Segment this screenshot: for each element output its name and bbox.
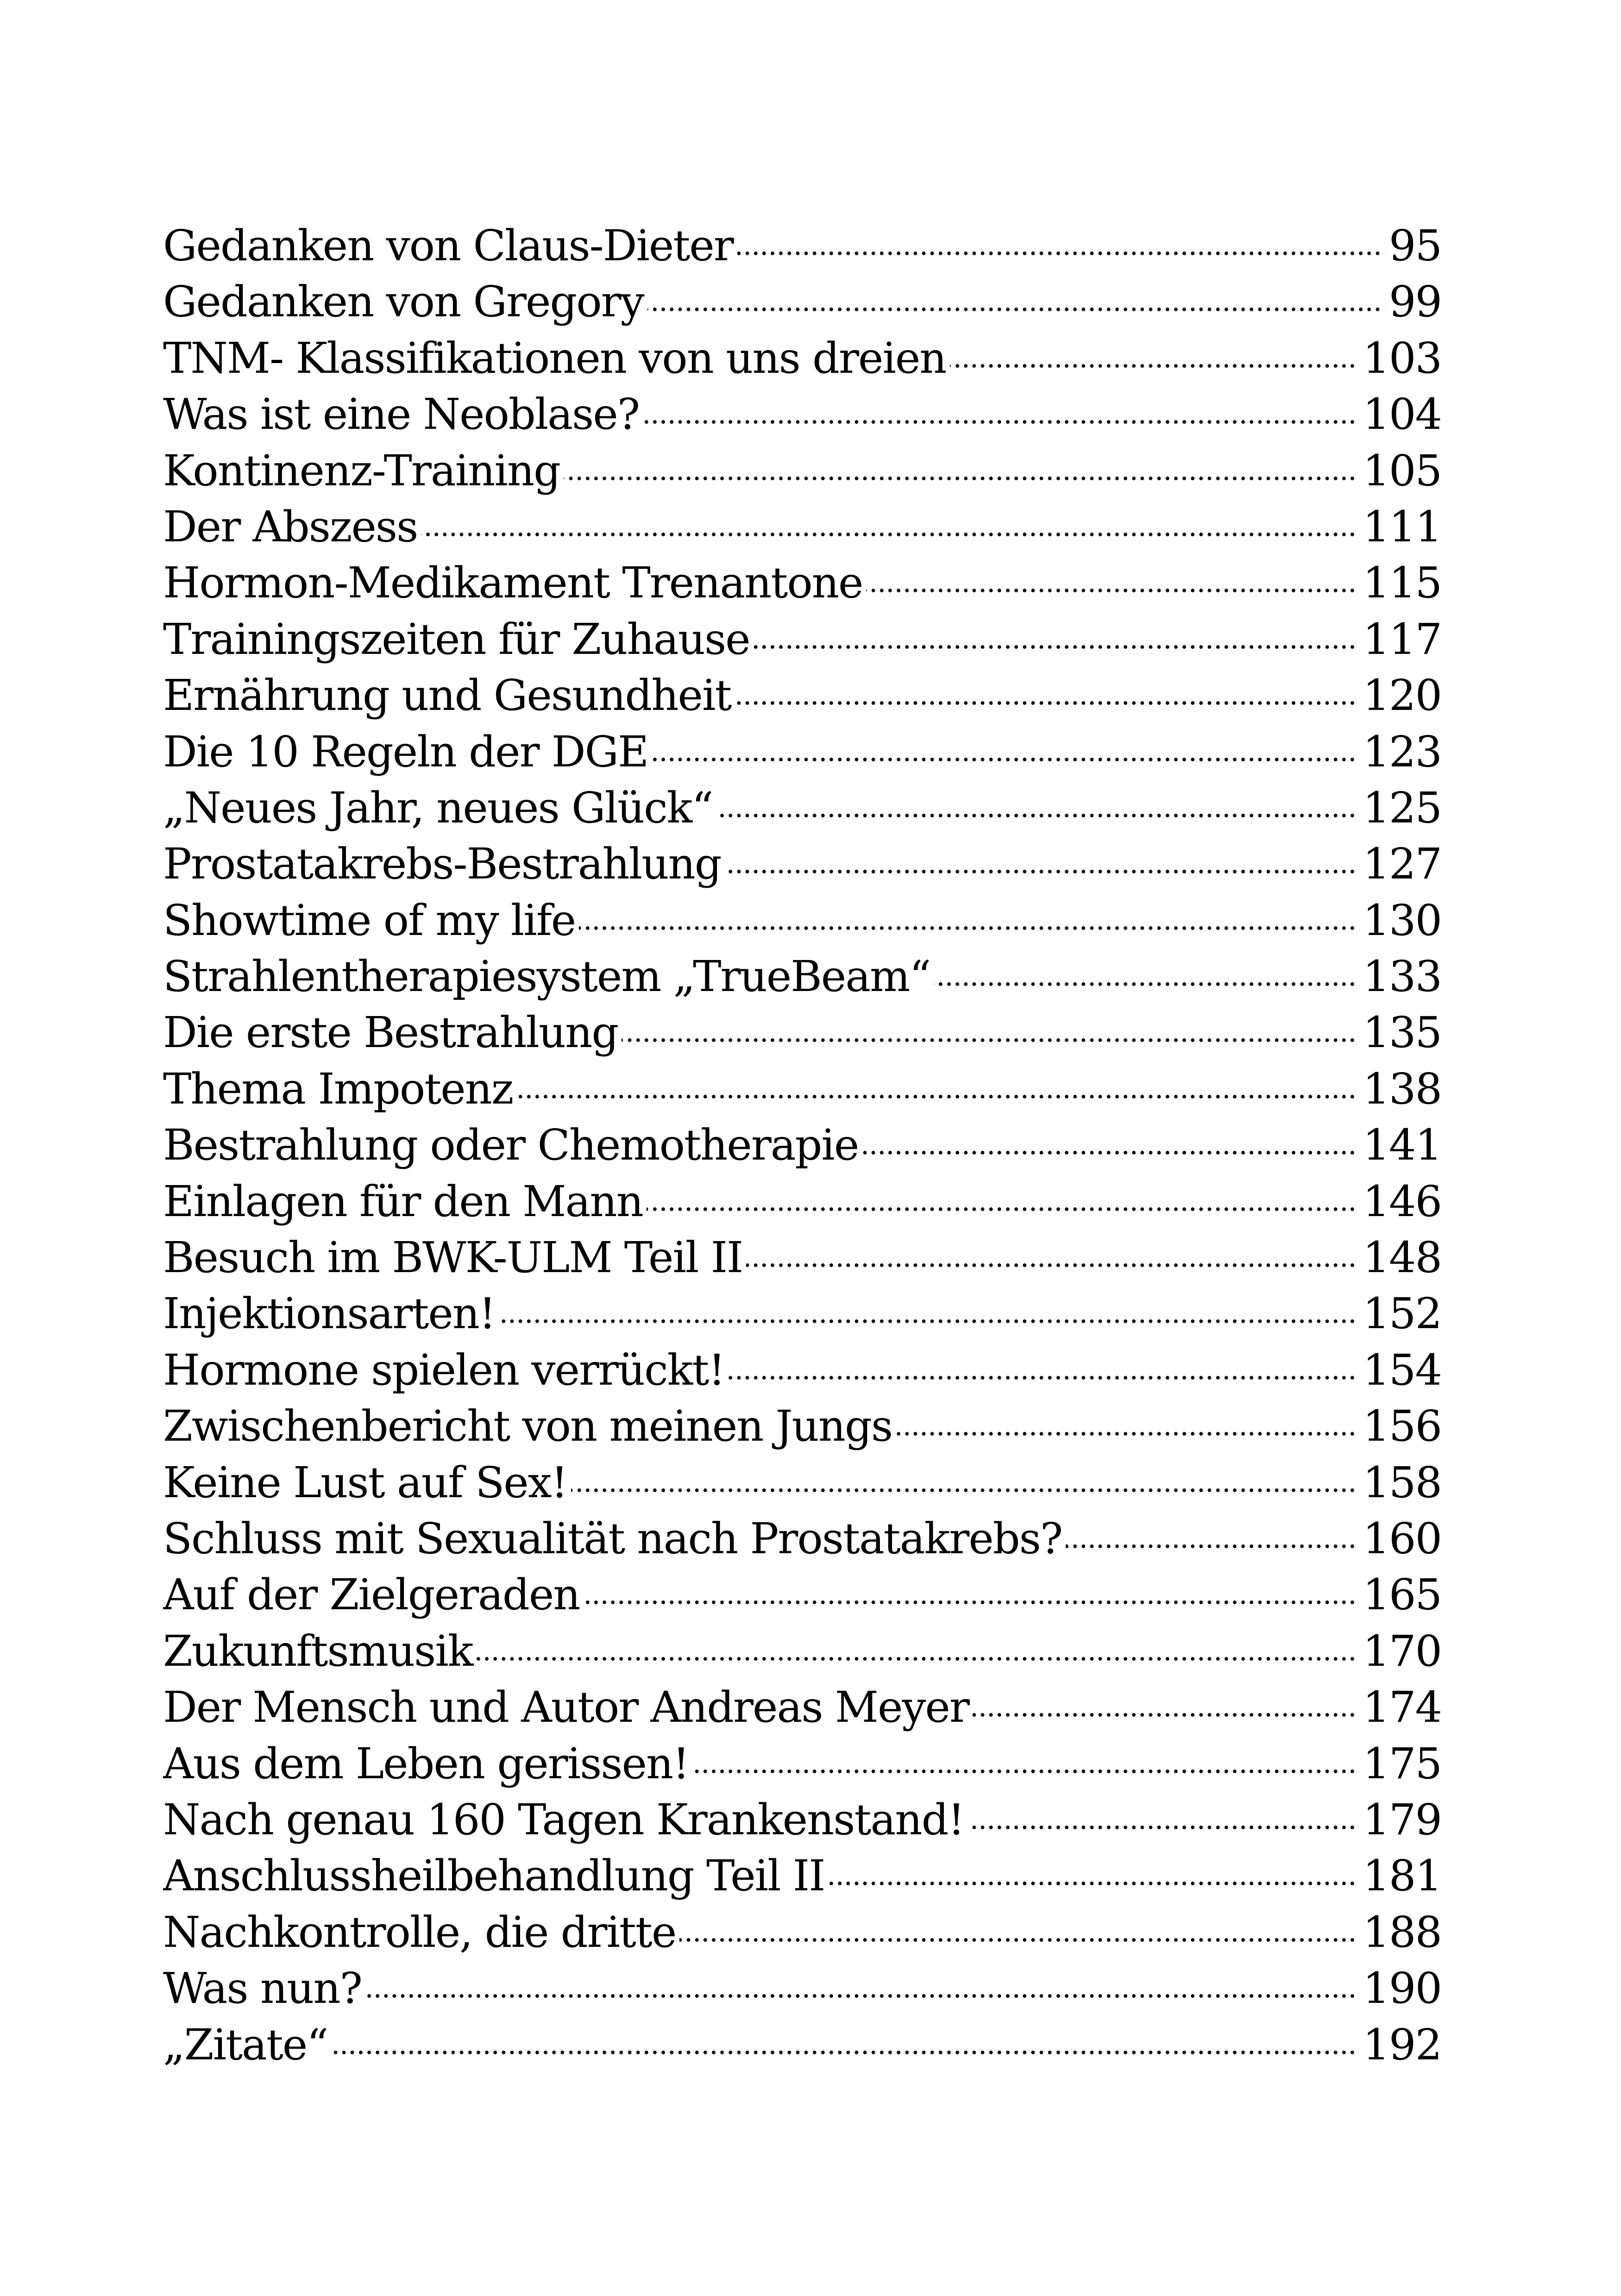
toc-entry-page: 135 bbox=[1358, 1004, 1441, 1060]
toc-entry-page: 152 bbox=[1358, 1286, 1441, 1342]
toc-entry-title: Aus dem Leben gerissen! bbox=[163, 1739, 692, 1788]
toc-entry-title: Prostatakrebs-Bestrahlung bbox=[163, 839, 725, 889]
toc-entry-title: Zukunftsmusik bbox=[163, 1626, 477, 1676]
toc-entry-title: Schluss mit Sexualität nach Prostatakrebs? bbox=[163, 1514, 1066, 1563]
toc-entry-page: 175 bbox=[1358, 1736, 1441, 1792]
toc-entry bbox=[163, 1173, 1441, 1230]
toc-entry-page: 160 bbox=[1358, 1511, 1441, 1567]
toc-entry-page: 154 bbox=[1358, 1342, 1441, 1398]
toc-entry bbox=[163, 836, 1441, 892]
toc-entry bbox=[163, 724, 1441, 780]
toc-entry-page: 181 bbox=[1358, 1848, 1441, 1904]
toc-entry-title: Einlagen für den Mann bbox=[163, 1177, 647, 1226]
toc-entry-title: Keine Lust auf Sex! bbox=[163, 1458, 571, 1507]
toc-entry-page: 146 bbox=[1358, 1173, 1441, 1230]
toc-entry-page: 156 bbox=[1358, 1398, 1441, 1454]
toc-entry bbox=[163, 1511, 1441, 1567]
toc-entry-page: 125 bbox=[1358, 780, 1441, 836]
toc-entry bbox=[163, 1286, 1441, 1342]
toc-entry bbox=[163, 780, 1441, 836]
toc-entry-title: Was nun? bbox=[163, 1964, 365, 2013]
toc-entry-page: 95 bbox=[1384, 218, 1441, 274]
toc-entry bbox=[163, 611, 1441, 667]
toc-entry-title: Die 10 Regeln der DGE bbox=[163, 727, 652, 777]
toc-entry-title: „Zitate“ bbox=[163, 2020, 331, 2070]
toc-entry-title: Auf der Zielgeraden bbox=[163, 1570, 584, 1619]
toc-entry-page: 188 bbox=[1358, 1904, 1441, 1960]
toc-entry-title: Gedanken von Claus-Dieter bbox=[163, 221, 737, 270]
toc-entry-title: Der Mensch und Autor Andreas Meyer bbox=[163, 1682, 973, 1732]
toc-entry-page: 105 bbox=[1358, 443, 1441, 499]
toc-entry-page: 104 bbox=[1358, 386, 1441, 442]
toc-entry-title: Kontinenz-Training bbox=[163, 446, 564, 496]
toc-entry bbox=[163, 499, 1441, 555]
toc-entry bbox=[163, 1398, 1441, 1454]
toc-entry-page: 120 bbox=[1358, 667, 1441, 723]
toc-entry-page: 117 bbox=[1358, 611, 1441, 667]
toc-entry bbox=[163, 1848, 1441, 1904]
toc-entry-title: Anschlussheilbehandlung Teil II bbox=[163, 1851, 828, 1901]
toc-entry-title: „Neues Jahr, neues Glück“ bbox=[163, 783, 716, 833]
toc-entry bbox=[163, 1792, 1441, 1848]
toc-entry-page: 190 bbox=[1358, 1960, 1441, 2016]
toc-entry-title: Showtime of my life bbox=[163, 896, 579, 945]
toc-entry-page: 179 bbox=[1358, 1792, 1441, 1848]
toc-entry bbox=[163, 1679, 1441, 1735]
toc-entry bbox=[163, 1455, 1441, 1511]
toc-entry-page: 123 bbox=[1358, 724, 1441, 780]
toc-entry bbox=[163, 1567, 1441, 1623]
toc-entry-title: Injektionsarten! bbox=[163, 1289, 499, 1338]
toc-entry-title: Was ist eine Neoblase? bbox=[163, 389, 643, 439]
toc-entry-title: Trainingszeiten für Zuhause bbox=[163, 615, 754, 664]
toc-entry-page: 127 bbox=[1358, 836, 1441, 892]
table-of-contents bbox=[163, 218, 1441, 2073]
toc-entry-title: Die erste Bestrahlung bbox=[163, 1008, 622, 1057]
toc-entry bbox=[163, 1623, 1441, 1679]
toc-entry-page: 99 bbox=[1384, 274, 1441, 330]
toc-entry bbox=[163, 330, 1441, 386]
toc-entry-title: Zwischenbericht von meinen Jungs bbox=[163, 1401, 896, 1451]
toc-entry bbox=[163, 274, 1441, 330]
toc-entry bbox=[163, 892, 1441, 948]
toc-entry bbox=[163, 555, 1441, 611]
toc-entry bbox=[163, 386, 1441, 442]
toc-entry-page: 138 bbox=[1358, 1061, 1441, 1117]
toc-entry bbox=[163, 1117, 1441, 1173]
toc-entry-title: Hormone spielen verrückt! bbox=[163, 1345, 728, 1395]
toc-entry-title: Der Abszess bbox=[163, 502, 421, 552]
toc-entry bbox=[163, 218, 1441, 274]
toc-entry-title: Besuch im BWK-ULM Teil II bbox=[163, 1233, 746, 1282]
toc-entry-title: Gedanken von Gregory bbox=[163, 277, 647, 326]
toc-entry-title: Nach genau 160 Tagen Krankenstand! bbox=[163, 1795, 968, 1844]
toc-entry-title: Bestrahlung oder Chemotherapie bbox=[163, 1120, 862, 1170]
toc-entry-page: 103 bbox=[1358, 330, 1441, 386]
toc-entry-title: TNM- Klassifikationen von uns dreien bbox=[163, 333, 950, 383]
toc-entry bbox=[163, 443, 1441, 499]
toc-entry bbox=[163, 2017, 1441, 2073]
toc-entry bbox=[163, 667, 1441, 723]
toc-entry bbox=[163, 1342, 1441, 1398]
toc-entry bbox=[163, 1736, 1441, 1792]
toc-entry-page: 133 bbox=[1358, 948, 1441, 1004]
toc-entry-page: 111 bbox=[1358, 499, 1441, 555]
toc-entry-page: 174 bbox=[1358, 1679, 1441, 1735]
toc-entry bbox=[163, 1061, 1441, 1117]
toc-entry bbox=[163, 1004, 1441, 1060]
toc-entry bbox=[163, 1960, 1441, 2016]
toc-entry-page: 158 bbox=[1358, 1455, 1441, 1511]
toc-entry bbox=[163, 1904, 1441, 1960]
toc-entry-title: Hormon-Medikament Trenantone bbox=[163, 558, 866, 608]
toc-entry-title: Nachkontrolle, die dritte bbox=[163, 1907, 679, 1957]
toc-entry-page: 115 bbox=[1358, 555, 1441, 611]
toc-entry bbox=[163, 1230, 1441, 1286]
toc-entry-title: Thema Impotenz bbox=[163, 1064, 516, 1114]
toc-entry-title: Ernährung und Gesundheit bbox=[163, 671, 735, 720]
toc-entry-page: 130 bbox=[1358, 892, 1441, 948]
toc-entry-page: 192 bbox=[1358, 2017, 1441, 2073]
toc-entry-page: 141 bbox=[1358, 1117, 1441, 1173]
toc-entry-page: 148 bbox=[1358, 1230, 1441, 1286]
toc-entry bbox=[163, 948, 1441, 1004]
toc-entry-title: Strahlentherapiesystem „TrueBeam“ bbox=[163, 952, 934, 1001]
toc-entry-page: 165 bbox=[1358, 1567, 1441, 1623]
toc-entry-page: 170 bbox=[1358, 1623, 1441, 1679]
